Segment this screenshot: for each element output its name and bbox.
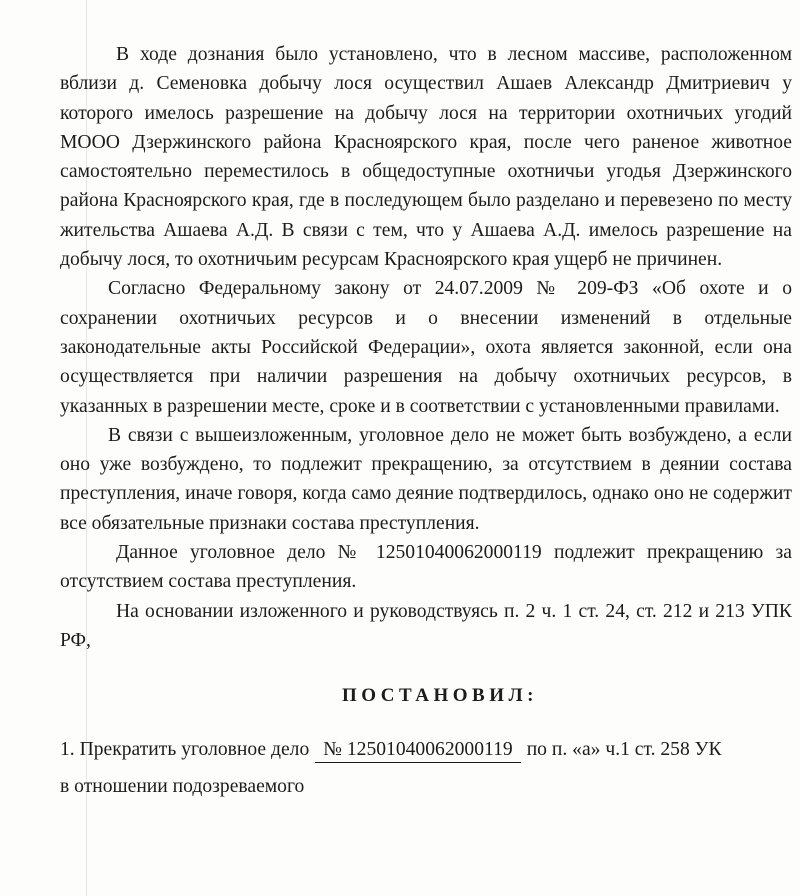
decision-suffix: по п. «а» ч.1 ст. 258 УК bbox=[526, 738, 722, 760]
paragraph-case-termination: Данное уголовное дело № 12501040062000119 подлежит прекращению за отсутствием состава преступления. bbox=[60, 542, 792, 593]
paragraph-legal-basis: На основании изложенного и руководствуясь п. 2 ч. 1 ст. 24, ст. 212 и 213 УПК РФ, bbox=[60, 600, 792, 651]
resolution-heading: ПОСТАНОВИЛ: bbox=[342, 685, 538, 707]
paragraph-findings: В ходе дознания было установлено, что в лесном массиве, расположенном вблизи д. Семеновка добычу лося осуществил Ашаев Александр Дмитриевич у которого имелось разрешение на добычу лося на территории охотничьих угодий МООО Дзержинского района Красноярского края, после чего раненое животное самостоятельно переместилось в общедоступные охотничьи угодья Дзержинского района Красноярского края, где в последующем было разделано и перевезено по месту жительства Ашаева А.Д. В связи с тем, что у Ашаева А.Д. имелось разрешение на добычу лося, то охотничьим ресурсам Красноярского края ущерб не причинен. bbox=[60, 44, 792, 271]
cutoff-line: в отношении подозреваемого bbox=[60, 775, 305, 797]
case-number-field: № 12501040062000119 bbox=[315, 738, 520, 763]
decision-prefix: 1. Прекратить уголовное дело bbox=[60, 738, 310, 760]
paragraph-federal-law: Согласно Федеральному закону от 24.07.2009 № 209-ФЗ «Об охоте и о сохранении охотничьих ресурсов и о внесении изменений в отдельные законодательные акты Российской Федерации», охота является законной, если она осуществляется при наличии разрешения на добычу охотничьих ресурсов, в указанных в разрешении месте, сроке и в соответствии с установленными правилами. bbox=[60, 278, 792, 417]
document-body bbox=[60, 40, 792, 801]
paragraph-conclusion: В связи с вышеизложенным, уголовное дело не может быть возбуждено, а если оно уже возбуждено, то подлежит прекращению, за отсутствием в деянии состава преступления, иначе говоря, когда само деяние подтвердилось, однако оно не содержит все обязательные признаки состава преступления. bbox=[60, 424, 792, 534]
decision-item-1 bbox=[60, 735, 792, 764]
